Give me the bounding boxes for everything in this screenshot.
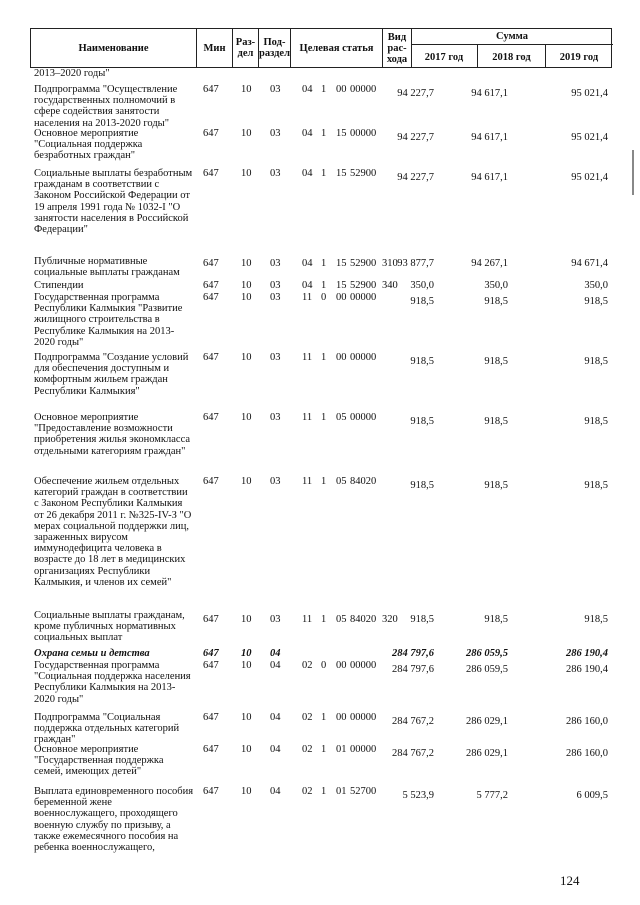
row-sum-2017: 350,0 (410, 280, 434, 291)
row-razdel: 10 (241, 648, 252, 659)
row-cs-event: 15 (336, 128, 347, 139)
header-name: Наименование (78, 42, 149, 54)
row-cs-event: 15 (336, 280, 347, 291)
row-cs-subprogram: 0 (321, 292, 327, 303)
row-sum-2019: 918,5 (584, 296, 608, 307)
row-min: 647 (203, 412, 219, 423)
table-header (30, 28, 612, 68)
row-podrazdel: 03 (270, 128, 281, 139)
row-sum-2017: 284 797,6 (392, 648, 434, 659)
row-sum-2018: 286 059,5 (466, 648, 508, 659)
row-cs-event: 00 (336, 712, 347, 723)
header-razdel: Раз- дел (232, 29, 258, 67)
row-cs-program: 11 (302, 476, 313, 487)
row-name: Подпрограмма "Создание условий для обеспечения доступным и комфортным жильем граждан Республики Калмыкия" (34, 352, 189, 397)
header-2018: 2018 год (492, 52, 531, 63)
row-sum-2017: 94 227,7 (397, 132, 434, 143)
row-min: 647 (203, 258, 219, 269)
row-min: 647 (203, 128, 219, 139)
row-sum-2019: 286 160,0 (566, 748, 608, 759)
row-sum-2018: 918,5 (484, 296, 508, 307)
row-razdel: 10 (241, 352, 252, 363)
row-name: Подпрограмма "Осуществление государственных полномочий в сфере содействия занятости населения на 2013-2020 годы" (34, 84, 178, 129)
row-razdel: 10 (241, 292, 252, 303)
header-summa: Сумма (496, 31, 528, 42)
row-sum-2017: 5 523,9 (402, 790, 434, 801)
row-cs-direction: 00000 (350, 712, 377, 723)
row-sum-2018: 286 029,1 (466, 716, 508, 727)
row-cs-subprogram: 1 (321, 412, 327, 423)
row-razdel: 10 (241, 280, 252, 291)
row-vid-rashoda: 320 (382, 614, 398, 625)
row-cs-subprogram: 1 (321, 744, 327, 755)
row-razdel: 10 (241, 412, 252, 423)
row-cs-program: 02 (302, 660, 313, 671)
row-razdel: 10 (241, 476, 252, 487)
row-name: Стипендии (34, 280, 84, 291)
header-podrazdel: Под- раздел (258, 29, 290, 67)
row-sum-2017: 918,5 (410, 416, 434, 427)
row-podrazdel: 03 (270, 258, 281, 269)
row-cs-program: 02 (302, 744, 313, 755)
row-cs-event: 00 (336, 292, 347, 303)
row-razdel: 10 (241, 786, 252, 797)
row-cs-direction: 00000 (350, 128, 377, 139)
row-sum-2019: 286 190,4 (566, 664, 608, 675)
row-sum-2018: 918,5 (484, 356, 508, 367)
row-podrazdel: 04 (270, 648, 281, 659)
row-cs-direction: 52900 (350, 258, 377, 269)
row-sum-2019: 6 009,5 (576, 790, 608, 801)
row-podrazdel: 03 (270, 352, 281, 363)
row-razdel: 10 (241, 744, 252, 755)
row-sum-2019: 286 190,4 (566, 648, 608, 659)
row-min: 647 (203, 786, 219, 797)
row-sum-2018: 94 617,1 (471, 172, 508, 183)
row-min: 647 (203, 648, 219, 659)
row-sum-2019: 918,5 (584, 356, 608, 367)
row-razdel: 10 (241, 712, 252, 723)
row-sum-2019: 95 021,4 (571, 88, 608, 99)
row-name: Социальные выплаты гражданам, кроме публичных нормативных социальных выплат (34, 610, 185, 644)
row-podrazdel: 04 (270, 744, 281, 755)
row-name: Основное мероприятие "Предоставление возможности приобретения жилья экономкласса отдельными категориям граждан" (34, 412, 191, 457)
row-cs-program: 11 (302, 614, 313, 625)
row-cs-direction: 00000 (350, 412, 377, 423)
row-sum-2017: 918,5 (410, 614, 434, 625)
row-min: 647 (203, 476, 219, 487)
header-2017: 2017 год (424, 52, 464, 63)
row-name: Обеспечение жильем отдельных категорий граждан в соответствии с Законом Республики Калмыкия от 26 декабря 2011 г. №325-IV-З "О мерах социальной поддержки лиц, зараженных вирусом иммунодефицита человека в возрасте до 18 лет в медицинских организациях Республики Калмыкия, и членов их семей" (34, 476, 192, 588)
row-cs-subprogram: 1 (321, 476, 327, 487)
row-razdel: 10 (241, 168, 252, 179)
row-cs-direction: 84020 (350, 476, 377, 487)
row-name: Государственная программа Республики Калмыкия "Развитие жилищного строительства в Республике Калмыкия на 2013-2020 годы" (34, 292, 183, 348)
row-cs-event: 05 (336, 614, 347, 625)
row-sum-2019: 918,5 (584, 614, 608, 625)
row-cs-program: 11 (302, 412, 313, 423)
row-name: Государственная программа "Социальная поддержка населения Республики Калмыкия на 2013-2020 годы" (34, 660, 191, 705)
row-sum-2018: 918,5 (484, 614, 508, 625)
row-min: 647 (203, 280, 219, 291)
row-razdel: 10 (241, 128, 252, 139)
row-sum-2019: 94 671,4 (571, 258, 608, 269)
row-sum-2018: 94 617,1 (471, 132, 508, 143)
row-sum-2017: 94 227,7 (397, 172, 434, 183)
row-sum-2019: 95 021,4 (571, 132, 608, 143)
row-cs-direction: 00000 (350, 660, 377, 671)
row-sum-2018: 350,0 (484, 280, 508, 291)
row-cs-subprogram: 1 (321, 786, 327, 797)
row-podrazdel: 04 (270, 660, 281, 671)
row-sum-2019: 95 021,4 (571, 172, 608, 183)
row-cs-direction: 84020 (350, 614, 377, 625)
row-cs-program: 04 (302, 84, 313, 95)
row-sum-2017: 94 227,7 (397, 88, 434, 99)
row-cs-subprogram: 1 (321, 280, 327, 291)
row-sum-2018: 5 777,2 (476, 790, 508, 801)
row-name: Основное мероприятие "Государственная поддержка семей, имеющих детей" (34, 744, 164, 778)
row-cs-event: 00 (336, 352, 347, 363)
header-2019: 2019 год (559, 52, 599, 63)
row-min: 647 (203, 84, 219, 95)
row-cs-event: 15 (336, 258, 347, 269)
row-sum-2019: 286 160,0 (566, 716, 608, 727)
header-vid-rashoda: Вид рас- хода (382, 29, 411, 67)
row-sum-2018: 94 617,1 (471, 88, 508, 99)
row-cs-subprogram: 1 (321, 712, 327, 723)
row-sum-2018: 918,5 (484, 480, 508, 491)
row-cs-subprogram: 1 (321, 258, 327, 269)
row-razdel: 10 (241, 660, 252, 671)
row-cs-subprogram: 1 (321, 84, 327, 95)
row-cs-subprogram: 1 (321, 614, 327, 625)
header-celevaya-statya: Целевая статья (290, 29, 382, 67)
row-podrazdel: 03 (270, 168, 281, 179)
page-number: 124 (560, 873, 580, 888)
row-name: Публичные нормативные социальные выплаты гражданам (34, 256, 180, 279)
row-razdel: 10 (241, 614, 252, 625)
header-min: Мин (196, 29, 232, 67)
row-cs-direction: 52900 (350, 168, 377, 179)
row-cs-program: 02 (302, 786, 313, 797)
row-sum-2018: 918,5 (484, 416, 508, 427)
row-podrazdel: 04 (270, 712, 281, 723)
row-sum-2018: 286 059,5 (466, 664, 508, 675)
row-cs-program: 04 (302, 128, 313, 139)
row-cs-direction: 52900 (350, 280, 377, 291)
row-cs-program: 11 (302, 352, 313, 363)
row-razdel: 10 (241, 84, 252, 95)
row-min: 647 (203, 292, 219, 303)
row-sum-2017: 918,5 (410, 296, 434, 307)
row-sum-2018: 286 029,1 (466, 748, 508, 759)
row-sum-2017: 918,5 (410, 356, 434, 367)
row-cs-direction: 00000 (350, 352, 377, 363)
row-cs-program: 02 (302, 712, 313, 723)
row-cs-program: 04 (302, 168, 313, 179)
row-sum-2019: 350,0 (584, 280, 608, 291)
row-cs-event: 15 (336, 168, 347, 179)
row-sum-2019: 918,5 (584, 416, 608, 427)
row-podrazdel: 03 (270, 84, 281, 95)
header-divider (411, 44, 613, 45)
row-podrazdel: 03 (270, 280, 281, 291)
row-min: 647 (203, 168, 219, 179)
row-cs-direction: 52700 (350, 786, 377, 797)
row-cs-subprogram: 1 (321, 168, 327, 179)
row-cs-event: 00 (336, 660, 347, 671)
row-cs-subprogram: 0 (321, 660, 327, 671)
row-sum-2017: 93 877,7 (397, 258, 434, 269)
row-sum-2017: 284 767,2 (392, 748, 434, 759)
row-name: Основное мероприятие "Социальная поддержка безработных граждан" (34, 128, 143, 162)
row-min: 647 (203, 744, 219, 755)
row-cs-event: 05 (336, 412, 347, 423)
row-min: 647 (203, 614, 219, 625)
row-cs-program: 11 (302, 292, 313, 303)
row-razdel: 10 (241, 258, 252, 269)
row-name: Социальные выплаты безработным гражданам в соответствии с Законом Российской Федерации от 19 апреля 1991 года № 1032-I "О занятости населения в Российской Федерации" (34, 168, 193, 236)
row-vid-rashoda: 340 (382, 280, 398, 291)
row-sum-2017: 918,5 (410, 480, 434, 491)
row-name: 2013–2020 годы" (34, 68, 110, 79)
row-podrazdel: 03 (270, 412, 281, 423)
row-cs-event: 00 (336, 84, 347, 95)
row-cs-event: 01 (336, 744, 347, 755)
row-podrazdel: 03 (270, 476, 281, 487)
row-min: 647 (203, 660, 219, 671)
row-podrazdel: 03 (270, 292, 281, 303)
row-sum-2018: 94 267,1 (471, 258, 508, 269)
row-vid-rashoda: 310 (382, 258, 398, 269)
row-podrazdel: 04 (270, 786, 281, 797)
row-min: 647 (203, 712, 219, 723)
row-cs-event: 05 (336, 476, 347, 487)
row-cs-direction: 00000 (350, 292, 377, 303)
row-sum-2017: 284 797,6 (392, 664, 434, 675)
row-cs-subprogram: 1 (321, 128, 327, 139)
row-sum-2017: 284 767,2 (392, 716, 434, 727)
row-cs-direction: 00000 (350, 84, 377, 95)
row-cs-program: 04 (302, 280, 313, 291)
row-cs-event: 01 (336, 786, 347, 797)
row-name: Охрана семьи и детства (34, 648, 150, 659)
row-cs-program: 04 (302, 258, 313, 269)
row-min: 647 (203, 352, 219, 363)
row-cs-direction: 00000 (350, 744, 377, 755)
row-cs-subprogram: 1 (321, 352, 327, 363)
row-sum-2019: 918,5 (584, 480, 608, 491)
row-podrazdel: 03 (270, 614, 281, 625)
row-name: Выплата единовременного пособия беременной жене военнослужащего, проходящего военную службу по призыву, а также ежемесячного пособия на ребенка военнослужащего, (34, 786, 194, 854)
scan-margin-mark (632, 150, 634, 195)
row-name: Подпрограмма "Социальная поддержка отдельных категорий граждан" (34, 712, 180, 746)
